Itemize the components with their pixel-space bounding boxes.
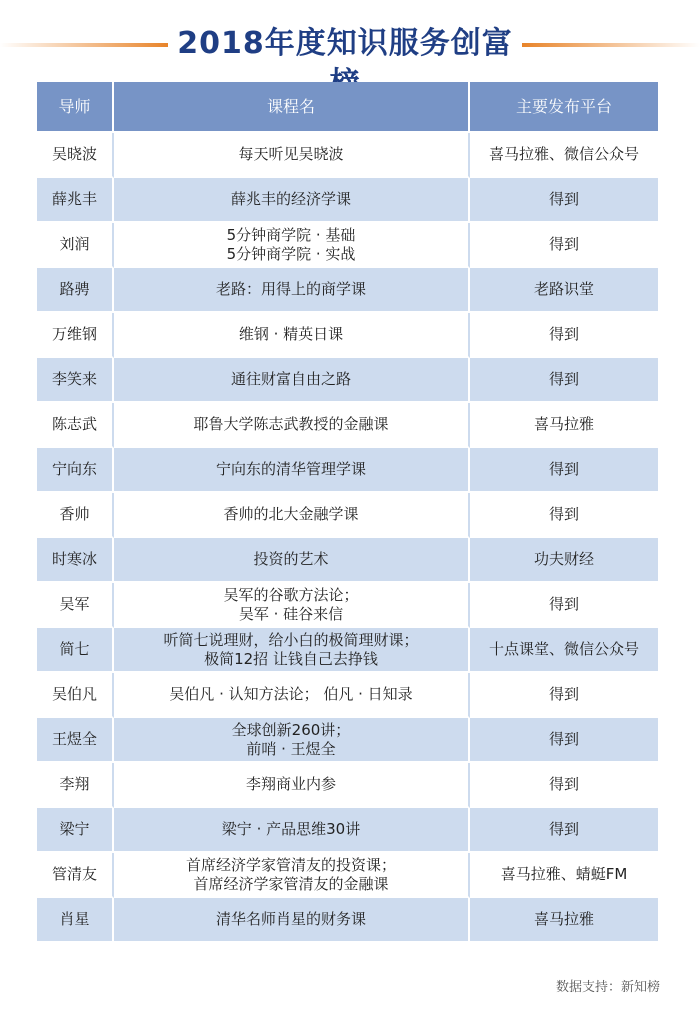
course-line: 薛兆丰的经济学课	[230, 190, 351, 208]
table-row	[37, 718, 658, 763]
platform-cell: 喜马拉雅	[470, 898, 658, 943]
table-row	[37, 898, 658, 943]
course-cell	[114, 538, 470, 583]
header-row	[37, 82, 658, 133]
course-cell	[114, 448, 470, 493]
course-line: 维钢 · 精英日课	[238, 325, 344, 343]
table-row	[37, 808, 658, 853]
ranking-table-wrapper	[37, 82, 658, 943]
mentor-cell: 薛兆丰	[37, 178, 114, 223]
platform-cell: 得到	[470, 808, 658, 853]
platform-cell: 十点课堂、微信公众号	[470, 628, 658, 673]
table-row	[37, 763, 658, 808]
course-line: 投资的艺术	[253, 550, 329, 568]
course-cell	[114, 178, 470, 223]
mentor-cell: 吴晓波	[37, 133, 114, 178]
course-line: 首席经济学家管清友的金融课	[193, 874, 389, 893]
course-line: 香帅的北大金融学课	[223, 505, 359, 523]
data-source-note: 数据支持：新知榜	[555, 980, 660, 995]
table-row	[37, 493, 658, 538]
course-line: 每天听见吴晓波	[238, 145, 344, 163]
mentor-cell: 梁宁	[37, 808, 114, 853]
course-line: 5分钟商学院 · 基础	[226, 225, 356, 244]
table-row	[37, 313, 658, 358]
mentor-cell: 吴伯凡	[37, 673, 114, 718]
mentor-cell: 肖星	[37, 898, 114, 943]
course-line: 李翔商业内参	[245, 775, 336, 793]
table-row	[37, 268, 658, 313]
course-line: 前哨 · 王煜全	[246, 739, 336, 758]
platform-cell: 得到	[470, 448, 658, 493]
course-line: 首席经济学家管清友的投资课；	[185, 855, 396, 874]
course-cell	[114, 268, 470, 313]
course-line: 听简七说理财，给小白的极简理财课；	[163, 630, 419, 649]
table-row	[37, 178, 658, 223]
title-bar	[0, 14, 700, 74]
table-row	[37, 358, 658, 403]
course-line: 通往财富自由之路	[230, 370, 351, 388]
course-cell	[114, 808, 470, 853]
mentor-cell: 李笑来	[37, 358, 114, 403]
table-row	[37, 448, 658, 493]
platform-cell: 得到	[470, 358, 658, 403]
mentor-cell: 李翔	[37, 763, 114, 808]
mentor-cell: 管清友	[37, 853, 114, 898]
table-row	[37, 538, 658, 583]
mentor-cell: 陈志武	[37, 403, 114, 448]
platform-cell: 功夫财经	[470, 538, 658, 583]
table-row	[37, 133, 658, 178]
page-title: 2018年度知识服务创富	[177, 26, 513, 61]
course-cell	[114, 358, 470, 403]
table-row	[37, 853, 658, 898]
header-course: 课程名	[114, 82, 470, 133]
mentor-cell: 香帅	[37, 493, 114, 538]
table-header	[37, 82, 658, 133]
mentor-cell: 万维钢	[37, 313, 114, 358]
table-row	[37, 673, 658, 718]
platform-cell: 喜马拉雅	[470, 403, 658, 448]
ranking-table	[37, 82, 658, 943]
course-cell	[114, 718, 470, 763]
course-cell	[114, 223, 470, 268]
title-decor-line-right	[522, 43, 700, 47]
mentor-cell: 宁向东	[37, 448, 114, 493]
table-row	[37, 583, 658, 628]
platform-cell: 得到	[470, 718, 658, 763]
course-line: 宁向东的清华管理学课	[215, 460, 366, 478]
course-cell	[114, 853, 470, 898]
course-cell	[114, 133, 470, 178]
table-body	[37, 133, 658, 943]
table-row	[37, 628, 658, 673]
course-line: 老路：用得上的商学课	[215, 280, 366, 298]
platform-cell: 得到	[470, 673, 658, 718]
course-cell	[114, 583, 470, 628]
mentor-cell: 王煜全	[37, 718, 114, 763]
course-line: 全球创新260讲；	[231, 720, 351, 739]
platform-cell: 得到	[470, 223, 658, 268]
course-line: 清华名师肖星的财务课	[215, 910, 366, 928]
mentor-cell: 时寒冰	[37, 538, 114, 583]
platform-cell: 喜马拉雅、微信公众号	[470, 133, 658, 178]
platform-cell: 得到	[470, 763, 658, 808]
course-cell	[114, 403, 470, 448]
course-line: 耶鲁大学陈志武教授的金融课	[193, 415, 389, 433]
course-cell	[114, 493, 470, 538]
title-decor-line-left	[0, 43, 168, 47]
course-line: 吴伯凡 · 认知方法论； 伯凡 · 日知录	[169, 685, 413, 703]
platform-cell: 得到	[470, 313, 658, 358]
mentor-cell: 吴军	[37, 583, 114, 628]
course-line: 吴军的谷歌方法论；	[223, 585, 359, 604]
course-line: 梁宁 · 产品思维30讲	[221, 820, 361, 838]
mentor-cell: 路骋	[37, 268, 114, 313]
platform-cell: 得到	[470, 493, 658, 538]
course-line: 极简12招 让钱自己去挣钱	[204, 649, 378, 668]
course-line: 吴军 · 硅谷来信	[238, 604, 344, 623]
course-cell	[114, 898, 470, 943]
course-cell	[114, 673, 470, 718]
course-line: 5分钟商学院 · 实战	[226, 244, 356, 263]
mentor-cell: 刘润	[37, 223, 114, 268]
platform-cell: 喜马拉雅、蜻蜓FM	[470, 853, 658, 898]
header-platform: 主要发布平台	[470, 82, 658, 133]
platform-cell: 得到	[470, 178, 658, 223]
table-row	[37, 223, 658, 268]
header-mentor: 导师	[37, 82, 114, 133]
mentor-cell: 简七	[37, 628, 114, 673]
platform-cell: 得到	[470, 583, 658, 628]
course-cell	[114, 628, 470, 673]
platform-cell: 老路识堂	[470, 268, 658, 313]
course-cell	[114, 763, 470, 808]
course-cell	[114, 313, 470, 358]
table-row	[37, 403, 658, 448]
